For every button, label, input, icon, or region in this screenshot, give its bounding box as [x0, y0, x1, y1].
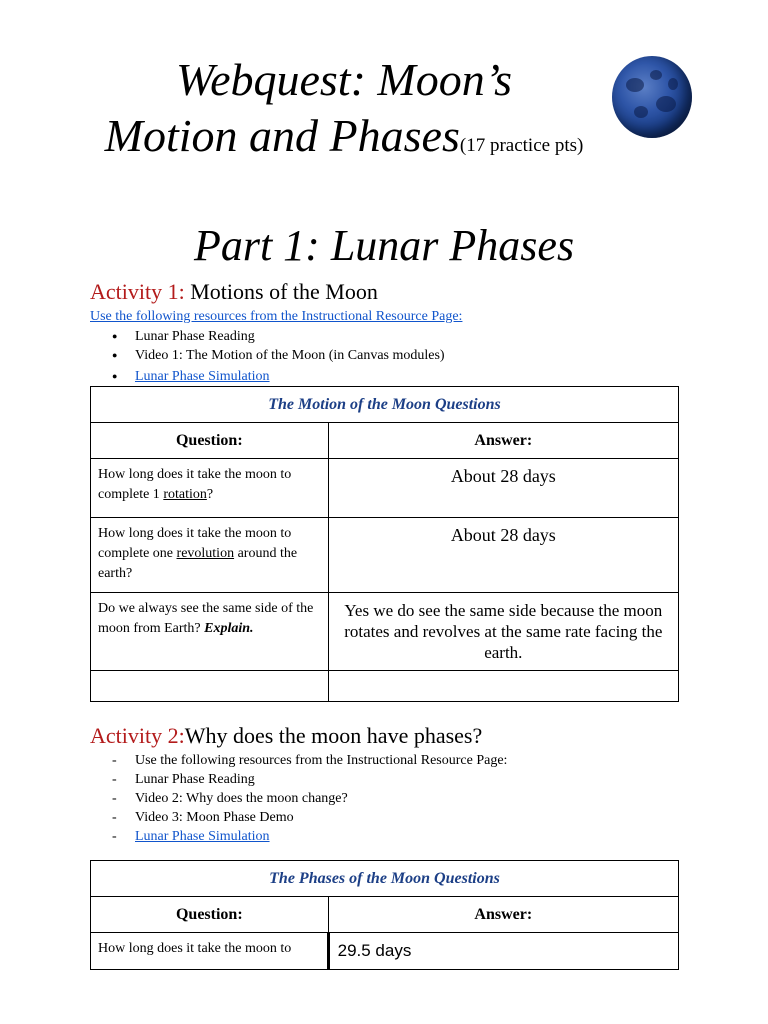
question-cell [91, 671, 329, 702]
column-header-answer: Answer: [328, 423, 678, 459]
list-item: ● Lunar Phase Reading [110, 327, 445, 346]
table-row [91, 518, 679, 593]
table-row-empty [91, 671, 679, 702]
motion-questions-table [90, 386, 679, 702]
activity1-resource-list [110, 327, 445, 386]
table-row [91, 459, 679, 518]
question-cell: Do we always see the same side of the moon from Earth? Explain. [91, 593, 329, 671]
answer-cell[interactable]: About 28 days [328, 518, 678, 593]
question-cell: How long does it take the moon to [91, 933, 329, 970]
part-title: Part 1: Lunar Phases [193, 221, 575, 270]
answer-cell[interactable]: 29.5 days [328, 933, 678, 970]
activity2-title: Why does the moon have phases? [184, 723, 483, 748]
page-title-line2: Motion and Phases(17 practice pts) [104, 110, 584, 161]
list-item: - Video 3: Moon Phase Demo [110, 808, 507, 827]
answer-cell[interactable] [328, 671, 678, 702]
list-item[interactable] [110, 367, 445, 386]
phases-questions-table [90, 860, 679, 970]
lunar-phase-simulation-link[interactable]: Lunar Phase Simulation [135, 829, 270, 844]
table-title: The Motion of the Moon Questions [91, 387, 679, 423]
table-row [91, 593, 679, 671]
lunar-phase-simulation-link[interactable]: Lunar Phase Simulation [135, 369, 270, 384]
list-item: ● Video 1: The Motion of the Moon (in Canvas modules) [110, 346, 445, 365]
activity1-label: Activity 1: [90, 279, 185, 304]
list-item[interactable] [110, 827, 507, 846]
list-item: - Video 2: Why does the moon change? [110, 789, 507, 808]
table-row [91, 933, 679, 970]
page-title-line1: Webquest: Moon’s [175, 54, 513, 105]
activity2-label: Activity 2: [90, 723, 185, 748]
moon-image [612, 56, 692, 138]
activity1-title: Motions of the Moon [184, 279, 378, 304]
activity2-heading [90, 723, 482, 749]
column-header-question: Question: [91, 897, 329, 933]
question-cell: How long does it take the moon to complete one revolution around the earth? [91, 518, 329, 593]
activity1-heading [90, 279, 378, 305]
column-header-question: Question: [91, 423, 329, 459]
question-cell: How long does it take the moon to complete 1 rotation? [91, 459, 329, 518]
answer-cell[interactable]: About 28 days [328, 459, 678, 518]
table-title: The Phases of the Moon Questions [91, 861, 679, 897]
instructions-link[interactable]: Use the following resources from the Instructional Resource Page: [90, 309, 463, 324]
points-label: (17 practice pts) [459, 135, 584, 156]
list-item: - Lunar Phase Reading [110, 770, 507, 789]
column-header-answer: Answer: [328, 897, 678, 933]
activity2-resource-list [110, 751, 507, 846]
list-item: - Use the following resources from the Instructional Resource Page: [110, 751, 507, 770]
answer-cell[interactable]: Yes we do see the same side because the moon rotates and revolves at the same rate facing the earth. [328, 593, 678, 671]
